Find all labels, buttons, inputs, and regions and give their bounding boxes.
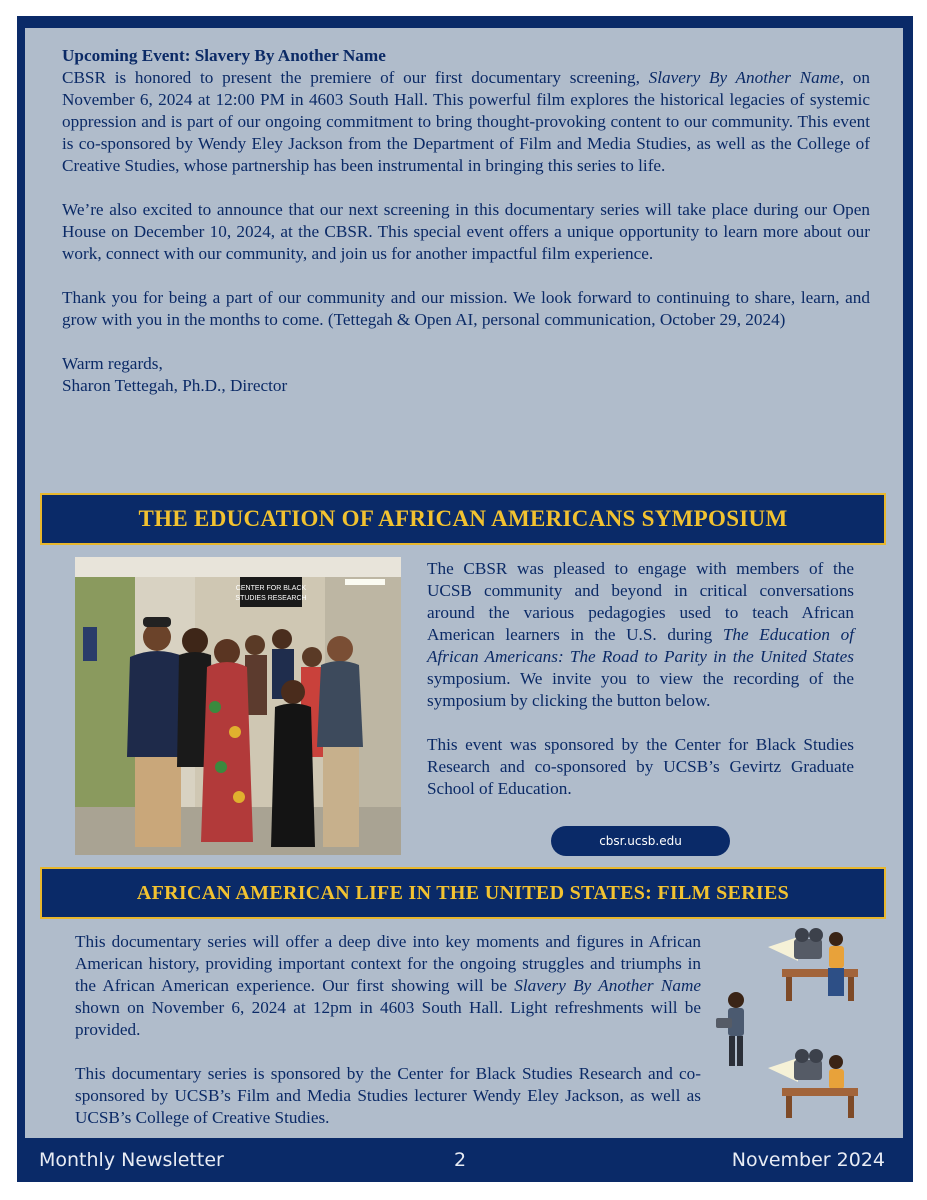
intro-paragraph-1: CBSR is honored to present the premiere of our first documentary screening, Slavery By Another Name, on November 6, 2024 at 12:00 PM in 4603 South Hall. This powerful film explores the historical legacies of systemic oppression and is part of our ongoing commitment to bring thought-provoking content to our community. This event is co-sponsored by Wendy Eley Jackson from the Department of Film and Media Studies, as well as the College of Creative Studies, whose partnership has been instrumental in bringing this series to life. <box>62 68 870 175</box>
projector-desk-icon <box>768 1048 860 1120</box>
recording-link-button[interactable]: cbsr.ucsb.edu <box>551 826 730 856</box>
intro-section <box>62 45 870 397</box>
intro-paragraph-2: We’re also excited to announce that our next screening in this documentary series will take place during our Open House on December 10, 2024, at the CBSR. This special event offers a unique opportunity to learn more about our work, connect with our community, and join us for another impactful film experience. <box>62 200 870 263</box>
symposium-paragraph-2: This event was sponsored by the Center for Black Studies Research and co-sponsored by UCSB’s Gevirtz Graduate School of Education. <box>427 735 854 798</box>
footer-page-number: 2 <box>454 1149 467 1171</box>
symposium-text <box>427 558 854 800</box>
footer <box>17 1138 913 1182</box>
film-series-heading: AFRICAN AMERICAN LIFE IN THE UNITED STATES: FILM SERIES <box>40 867 886 919</box>
intro-paragraph-3: Thank you for being a part of our community and our mission. We look forward to continuing to share, learn, and grow with you in the months to come. (Tettegah & Open AI, personal communication, October 29, 2024) <box>62 288 870 329</box>
film-series-text <box>75 931 701 1129</box>
film-title-2: Slavery By Another Name <box>514 976 701 995</box>
photo-sign-line-1: CENTER FOR BLACK <box>235 585 307 592</box>
event-title: Upcoming Event: Slavery By Another Name <box>62 46 386 65</box>
closing: Warm regards, <box>62 354 163 373</box>
footer-newsletter-label: Monthly Newsletter <box>39 1149 224 1171</box>
cameraman-icon <box>714 990 754 1074</box>
photo-sign-line-2: STUDIES RESEARCH <box>235 595 307 602</box>
signature: Sharon Tettegah, Ph.D., Director <box>62 376 288 395</box>
symposium-heading: THE EDUCATION OF AFRICAN AMERICANS SYMPOSIUM <box>40 493 886 545</box>
symposium-paragraph-1: The CBSR was pleased to engage with members of the UCSB community and beyond in critical conversations around the various pedagogies used to teach African American learners in the U.S. during The Education of African Americans: The Road to Parity in the United States symposium. We invite you to view the recording of the symposium by clicking the button below. <box>427 559 854 710</box>
film-projector-icon <box>768 925 860 1005</box>
symposium-title: The Education of African Americans: The Road to Parity in the United States <box>427 625 854 666</box>
film-series-paragraph-1: This documentary series will offer a deep dive into key moments and figures in African American history, providing important context for the ongoing struggles and triumphs in the African American experience. Our first showing will be Slavery By Another Name shown on November 6, 2024 at 12pm in 4603 South Hall. Light refreshments will be provided. <box>75 932 701 1039</box>
symposium-group-photo <box>75 557 401 855</box>
footer-date: November 2024 <box>731 1149 885 1171</box>
film-series-paragraph-2: This documentary series is sponsored by the Center for Black Studies Research and co-sponsored by UCSB’s Film and Media Studies lecturer Wendy Eley Jackson, as well as UCSB’s College of Creative Studies. <box>75 1064 701 1127</box>
film-title: Slavery By Another Name <box>648 68 840 87</box>
